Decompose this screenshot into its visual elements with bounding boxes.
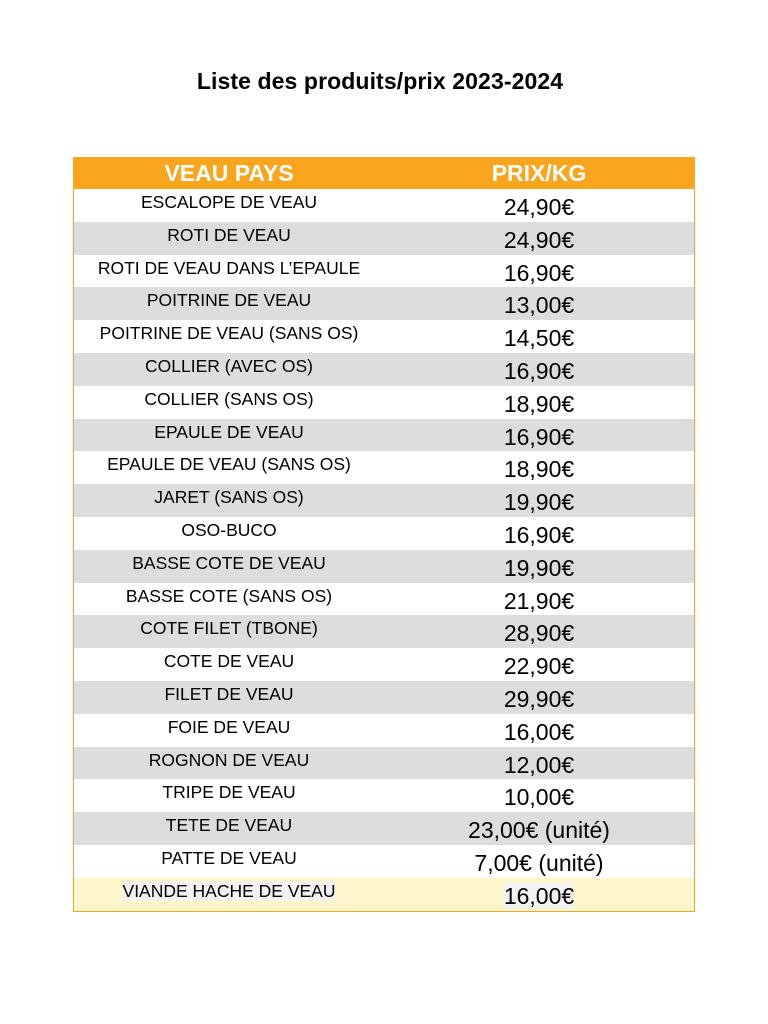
product-name-text: OSO-BUCO [181,519,277,540]
header-product: VEAU PAYS [164,160,294,186]
table-row [74,517,694,550]
product-price-text: 18,90€ [503,456,575,483]
product-price [384,681,694,714]
table-body [74,189,694,911]
product-name-text: EPAULE DE VEAU [154,421,304,442]
product-price [384,714,694,747]
product-price [384,287,694,320]
product-name [74,878,384,911]
product-name [74,189,384,222]
product-name [74,812,384,845]
product-name [74,747,384,780]
product-name-text: POITRINE DE VEAU [146,290,312,311]
table-row [74,189,694,222]
product-name-text: FOIE DE VEAU [167,716,291,737]
product-name-text: COLLIER (AVEC OS) [145,355,313,376]
product-price [384,648,694,681]
product-price [384,222,694,255]
product-name [74,287,384,320]
product-price [384,255,694,288]
product-name [74,386,384,419]
table-row [74,353,694,386]
product-name [74,714,384,747]
product-price [384,517,694,550]
product-price-text: 19,90€ [503,489,575,516]
product-price-text: 13,00€ [503,292,575,319]
table-row [74,451,694,484]
product-name [74,779,384,812]
product-name-text: JARET (SANS OS) [154,487,304,508]
product-price-text: 12,00€ [503,751,575,778]
product-price [384,583,694,616]
product-name [74,320,384,353]
product-name-text: ROTI DE VEAU [167,224,291,245]
product-name-text: ESCALOPE DE VEAU [140,192,318,212]
product-price-text: 24,90€ [503,226,575,253]
product-name-text: COTE DE VEAU [163,651,295,672]
product-name-text: BASSE COTE DE VEAU [132,552,326,573]
product-price-text: 19,90€ [503,554,575,581]
table-row [74,845,694,878]
product-price-text: 16,90€ [503,423,575,450]
product-name-text: COTE FILET (TBONE) [140,618,318,639]
product-name [74,353,384,386]
product-price-text: 14,50€ [503,325,575,352]
product-price-text: 16,00€ [503,882,575,909]
product-name-text: PATTE DE VEAU [161,847,297,868]
product-name [74,615,384,648]
price-table [73,157,695,912]
table-row [74,255,694,288]
table-row [74,583,694,616]
product-price-text: 28,90€ [503,620,575,647]
table-row [74,779,694,812]
table-row [74,615,694,648]
product-price-text: 16,90€ [503,259,575,286]
product-name [74,222,384,255]
table-row [74,287,694,320]
product-price [384,878,694,911]
table-row [74,812,694,845]
table-row [74,878,694,911]
product-price [384,747,694,780]
table-row [74,419,694,452]
product-price [384,419,694,452]
product-price [384,451,694,484]
product-price-text: 23,00€ (unité) [468,817,610,844]
table-row [74,320,694,353]
product-price [384,812,694,845]
product-name [74,845,384,878]
product-price-text: 16,90€ [503,521,575,548]
product-name [74,451,384,484]
product-name [74,681,384,714]
product-name-text: EPAULE DE VEAU (SANS OS) [107,454,351,475]
product-price-text: 21,90€ [503,587,575,614]
product-name [74,255,384,288]
table-row [74,714,694,747]
product-price-text: 10,00€ [503,784,575,811]
product-price [384,550,694,583]
product-price-text: 18,90€ [503,390,575,417]
product-price [384,320,694,353]
product-name [74,550,384,583]
table-row [74,681,694,714]
table-header [74,158,694,189]
table-row [74,222,694,255]
product-price-text: 16,00€ [503,718,575,745]
product-name [74,517,384,550]
product-price [384,353,694,386]
product-name-text: COLLIER (SANS OS) [144,388,314,409]
product-price-text: 22,90€ [503,653,575,680]
product-price [384,484,694,517]
product-price-text: 16,90€ [503,357,575,384]
product-price-text: 29,90€ [503,685,575,712]
product-name-text: TETE DE VEAU [165,815,293,836]
product-name-text: POITRINE DE VEAU (SANS OS) [99,323,359,344]
product-price [384,615,694,648]
product-price-text: 24,90€ [503,194,575,220]
product-name-text: FILET DE VEAU [164,683,294,704]
table-row [74,550,694,583]
product-price [384,845,694,878]
product-name-text: BASSE COTE (SANS OS) [125,585,333,606]
table-row [74,747,694,780]
product-name [74,583,384,616]
product-price [384,189,694,222]
header-price: PRIX/KG [491,160,587,186]
table-row [74,386,694,419]
table-row [74,648,694,681]
product-name-text: ROGNON DE VEAU [148,749,310,770]
product-price-text: 7,00€ (unité) [474,849,604,876]
product-name [74,484,384,517]
product-name-text: ROTI DE VEAU DANS L’EPAULE [97,257,361,278]
table-row [74,484,694,517]
product-name [74,419,384,452]
page-title: Liste des produits/prix 2023-2024 [196,68,564,94]
product-name-text: VIANDE HACHE DE VEAU [122,880,336,901]
product-price [384,386,694,419]
product-price [384,779,694,812]
product-name [74,648,384,681]
product-name-text: TRIPE DE VEAU [162,782,296,803]
